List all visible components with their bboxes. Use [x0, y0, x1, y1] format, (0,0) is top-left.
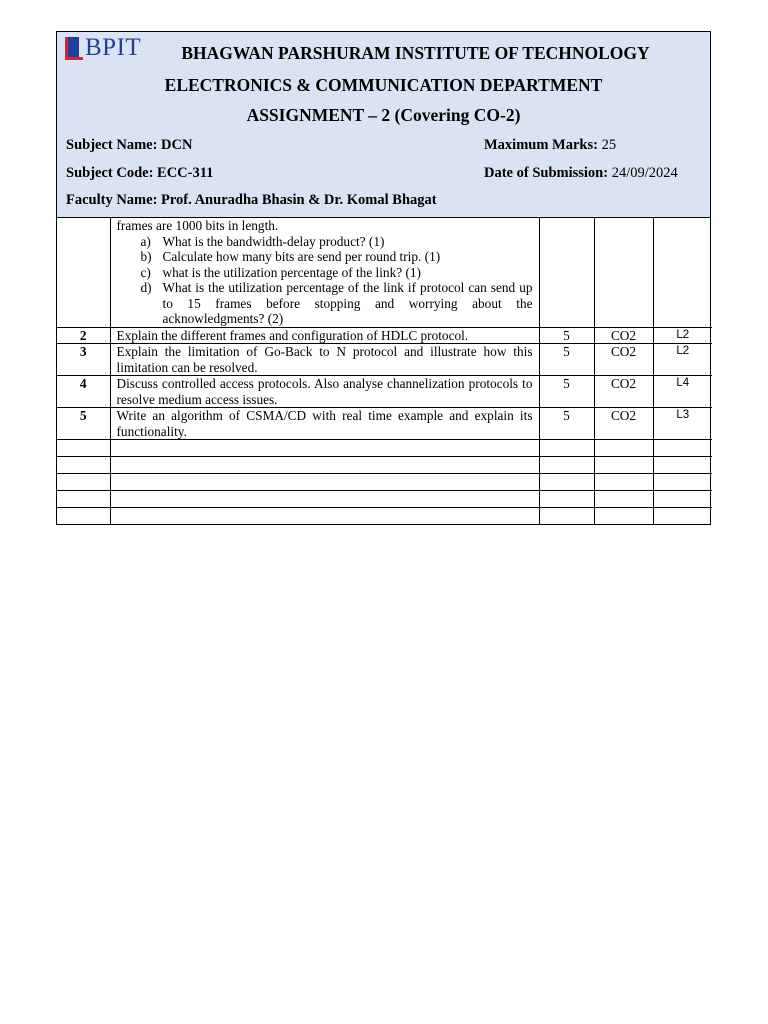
co-cell	[594, 218, 653, 327]
sub-question-letter: d)	[140, 280, 152, 295]
faculty-label: Faculty Name:	[66, 192, 158, 208]
question-text: Discuss controlled access protocols. Also analyse channelization protocols to resolve medium access issues.	[110, 376, 539, 408]
question-number	[57, 218, 110, 327]
question-text: Explain the limitation of Go-Back to N protocol and illustrate how this limitation can be resolved.	[110, 344, 539, 376]
question-text: Write an algorithm of CSMA/CD with real time example and explain its functionality.	[110, 408, 539, 440]
empty-row	[57, 508, 712, 525]
assignment-title: ASSIGNMENT – 2 (Covering CO-2)	[246, 105, 521, 125]
sub-question-text: What is the bandwidth-delay product? (1)	[162, 233, 385, 249]
level-cell: L3	[653, 408, 712, 440]
empty-row	[57, 440, 712, 457]
faculty-row	[66, 192, 437, 209]
level-cell	[653, 218, 712, 327]
empty-row	[57, 457, 712, 474]
table-row	[57, 344, 712, 376]
marks-cell: 5	[539, 327, 594, 344]
question-number: 2	[57, 327, 110, 344]
subject-name-value: DCN	[161, 137, 193, 153]
submission-date-label: Date of Submission:	[484, 165, 609, 181]
sub-question	[117, 265, 533, 281]
department-name: ELECTRONICS & COMMUNICATION DEPARTMENT	[164, 75, 603, 95]
max-marks-row	[484, 137, 616, 154]
level-cell: L2	[653, 344, 712, 376]
level-cell: L4	[653, 376, 712, 408]
empty-row	[57, 474, 712, 491]
question-intro: frames are 1000 bits in length.	[116, 218, 279, 233]
co-cell: CO2	[594, 376, 653, 408]
co-cell: CO2	[594, 344, 653, 376]
institute-name: BHAGWAN PARSHURAM INSTITUTE OF TECHNOLOGY	[181, 43, 650, 63]
question-number: 3	[57, 344, 110, 376]
question-text	[110, 218, 539, 327]
sub-question-letter: a)	[140, 233, 151, 249]
marks-cell: 5	[539, 408, 594, 440]
table-row	[57, 218, 712, 327]
submission-date-value: 24/09/2024	[611, 165, 678, 181]
sub-question-text: what is the utilization percentage of the link? (1)	[162, 264, 421, 280]
subject-code-row	[66, 165, 213, 182]
faculty-value: Prof. Anuradha Bhasin & Dr. Komal Bhagat	[161, 192, 437, 208]
question-number: 5	[57, 408, 110, 440]
sub-question	[117, 280, 533, 327]
co-cell: CO2	[594, 327, 653, 344]
table-row	[57, 376, 712, 408]
sub-question	[117, 249, 533, 265]
assignment-sheet	[56, 31, 711, 525]
sub-question-letter: c)	[140, 264, 151, 280]
marks-cell	[539, 218, 594, 327]
question-number: 4	[57, 376, 110, 408]
question-text: Explain the different frames and configuration of HDLC protocol.	[110, 327, 539, 344]
table-row	[57, 408, 712, 440]
sub-question-letter: b)	[140, 249, 152, 264]
sub-question	[117, 234, 533, 250]
marks-cell: 5	[539, 376, 594, 408]
sub-question-text: Calculate how many bits are send per round trip. (1)	[162, 249, 441, 264]
questions-table	[57, 218, 712, 524]
header-block	[57, 32, 710, 218]
logo-text: BPIT	[85, 34, 142, 61]
max-marks-value: 25	[601, 137, 617, 153]
co-cell: CO2	[594, 408, 653, 440]
empty-row	[57, 491, 712, 508]
submission-date-row	[484, 165, 678, 182]
max-marks-label: Maximum Marks:	[484, 137, 598, 153]
level-cell: L2	[653, 327, 712, 344]
subject-name-row	[66, 137, 192, 154]
subject-code-label: Subject Code:	[66, 165, 154, 181]
table-row	[57, 327, 712, 344]
marks-cell: 5	[539, 344, 594, 376]
sub-question-text: What is the utilization percentage of the link if protocol can send up to 15 frames before stopping and worrying about the acknowledgments? (2)	[162, 280, 533, 326]
subject-name-label: Subject Name:	[66, 137, 158, 153]
subject-code-value: ECC-311	[157, 165, 214, 181]
